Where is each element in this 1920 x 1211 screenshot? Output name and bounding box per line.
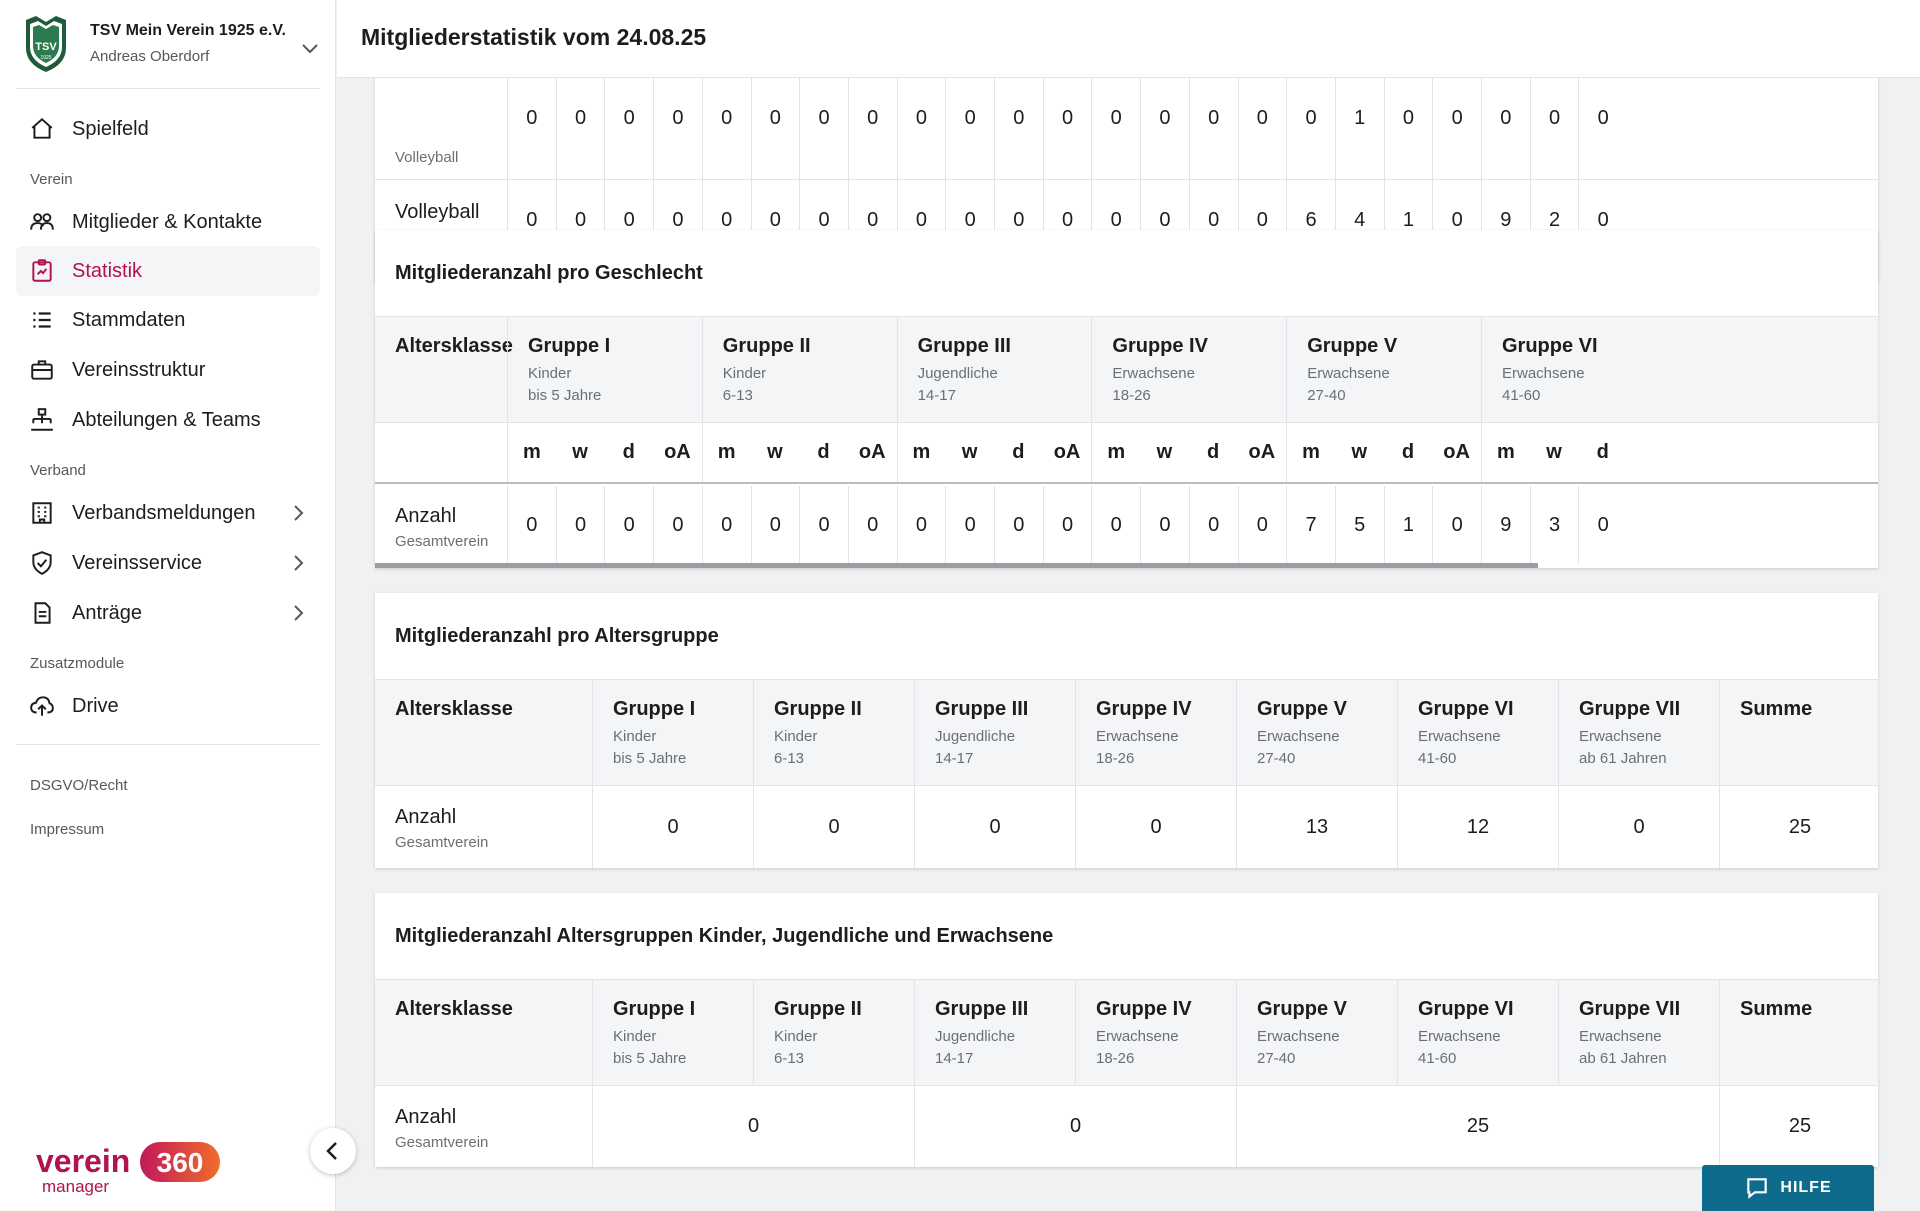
table-cell: 0 [507, 78, 556, 179]
table-cell: 1 [1384, 180, 1433, 260]
subheader-cell: w [1156, 441, 1173, 463]
table-cell: 0 [1578, 78, 1627, 179]
table-cell: 0 [799, 78, 848, 179]
table-cell: 9 [1481, 486, 1530, 564]
group-category: Kinder [528, 365, 572, 382]
group-name: Summe [1740, 698, 1813, 720]
table-cell: 2 [1530, 180, 1579, 260]
table-cell: 0 [799, 180, 848, 260]
group-header [753, 680, 914, 785]
table-cell: 3 [1530, 486, 1579, 564]
nav-item-abteilungen[interactable] [16, 395, 320, 445]
table-cell: 0 [914, 1086, 1236, 1167]
group-name: Gruppe V [1257, 998, 1348, 1020]
group-range: 6-13 [774, 750, 805, 767]
group-name: Gruppe IV [1096, 698, 1192, 720]
group-range: 6-13 [722, 387, 753, 404]
nav-item-antraege[interactable] [16, 588, 320, 638]
group-range: 14-17 [935, 750, 974, 767]
subheader-cell: oA [1053, 441, 1081, 463]
table-cell: 0 [897, 180, 946, 260]
club-logo-year: 1925 [40, 55, 52, 61]
group-header [1719, 980, 1878, 1085]
table-cell: 0 [914, 786, 1075, 868]
people-icon [28, 208, 56, 236]
nav-item-stammdaten[interactable] [16, 295, 320, 345]
group-name: Gruppe I [613, 998, 696, 1020]
sidebar [0, 0, 336, 1211]
chevron-right-icon [286, 551, 310, 575]
subheader-cell: oA [1248, 441, 1276, 463]
group-name: Gruppe III [935, 698, 1029, 720]
table-cell: 0 [1075, 786, 1236, 868]
subheader-cell: d [1012, 441, 1025, 463]
row-sublabel: Volleyball [395, 149, 459, 166]
group-category: Erwachsene [1096, 1028, 1179, 1045]
table-cell: 0 [1140, 78, 1189, 179]
table-cell: 0 [994, 486, 1043, 564]
table-cell: 7 [1286, 486, 1335, 564]
table-cell: 0 [1530, 78, 1579, 179]
table-cell: 9 [1481, 180, 1530, 260]
brand-logo [36, 1138, 226, 1196]
card-title: Mitgliederanzahl Altersgruppen Kinder, Jugendliche und Erwachsene [395, 925, 1054, 947]
group-name: Gruppe VII [1579, 698, 1681, 720]
group-name: Gruppe III [917, 335, 1011, 357]
table-cell: 0 [1578, 486, 1627, 564]
group-name: Gruppe I [528, 335, 611, 357]
table-cell: 0 [751, 180, 800, 260]
subheader-cell: m [507, 423, 556, 482]
row-sublabel: Gesamtverein [395, 533, 489, 550]
chevron-down-icon[interactable] [298, 36, 322, 60]
subheader-cell: m [897, 423, 946, 482]
group-header [1286, 317, 1481, 422]
table-cell: 0 [1432, 486, 1481, 564]
group-range: bis 5 Jahre [528, 387, 602, 404]
subheader-cell: m [1286, 423, 1335, 482]
row-label: Anzahl [395, 505, 457, 527]
sidebar-divider [16, 744, 320, 745]
table-header-row [375, 680, 1878, 785]
subheader-cell: oA [858, 441, 886, 463]
horizontal-scrollbar[interactable] [375, 563, 1538, 568]
group-header [897, 317, 1092, 422]
nav-item-label: Anträge [72, 601, 143, 624]
nav-item-label: Mitglieder & Kontakte [72, 210, 263, 233]
table-header-row [375, 317, 1878, 422]
table-cell: 0 [799, 486, 848, 564]
table-cell: 0 [592, 1086, 914, 1167]
table-cell: 0 [592, 786, 753, 868]
table-cell: 0 [556, 486, 605, 564]
table-cell: 0 [1384, 78, 1433, 179]
group-category: Erwachsene [1096, 728, 1179, 745]
table-row [375, 1086, 1878, 1167]
subheader-cell: w [1351, 441, 1368, 463]
subheader-cell: d [1401, 441, 1415, 463]
table-cell: 0 [848, 78, 897, 179]
group-range: 41-60 [1418, 750, 1457, 767]
table-cell: 0 [507, 180, 556, 260]
table-row [375, 78, 1878, 180]
table-cell: 1 [1335, 78, 1384, 179]
group-range: ab 61 Jahren [1579, 1050, 1667, 1067]
footer-link-impressum[interactable]: Impressum [30, 821, 105, 838]
table-cell: 0 [945, 486, 994, 564]
nav-item-label: Vereinsstruktur [72, 358, 206, 381]
nav-item-vereinsservice[interactable] [16, 538, 320, 588]
table-cell: 0 [1558, 786, 1719, 868]
table-cell: 0 [1286, 78, 1335, 179]
group-range: 18-26 [1096, 1050, 1135, 1067]
group-category: Jugendliche [917, 365, 998, 382]
subheader-cell: w [1546, 441, 1562, 463]
table-cell: 0 [1238, 180, 1287, 260]
table-cell: 25 [1719, 1086, 1878, 1167]
subheader-cell: m [702, 423, 751, 482]
nav-section-zusatzmodule: Zusatzmodule [30, 655, 125, 672]
subheader-cell: d [1596, 441, 1609, 463]
table-cell: 0 [751, 486, 800, 564]
card-title: Mitgliederanzahl pro Geschlecht [395, 262, 703, 284]
subheader-cell: w [572, 441, 588, 463]
card-title: Mitgliederanzahl pro Altersgruppe [395, 625, 719, 647]
footer-link-dsgvo[interactable]: DSGVO/Recht [30, 777, 128, 794]
nav-item-vereinsstruktur[interactable] [16, 345, 320, 395]
table-cell: 12 [1397, 786, 1558, 868]
table-cell: 0 [1578, 180, 1627, 260]
group-header [914, 980, 1075, 1085]
clipboard-chart-icon [28, 257, 56, 285]
group-header [702, 317, 897, 422]
group-range: 18-26 [1112, 387, 1151, 404]
club-name: TSV Mein Verein 1925 e.V. [90, 22, 286, 39]
nav-item-label: Drive [72, 694, 119, 717]
group-category: Erwachsene [1112, 365, 1195, 382]
subheader-cell: w [961, 441, 978, 463]
group-range: 14-17 [917, 387, 956, 404]
group-range: 6-13 [774, 1050, 805, 1067]
table-header-row [375, 980, 1878, 1085]
chat-bubble-icon [1744, 1175, 1770, 1201]
table-cell: 0 [556, 180, 605, 260]
group-range: ab 61 Jahren [1579, 750, 1667, 767]
table-cell: 0 [604, 486, 653, 564]
club-user-name: Andreas Oberdorf [90, 48, 210, 65]
club-logo-icon [22, 14, 70, 74]
group-header [507, 317, 702, 422]
group-header [592, 980, 753, 1085]
group-name: Gruppe VI [1502, 335, 1598, 357]
table-cell: 0 [604, 78, 653, 179]
group-name: Gruppe II [722, 335, 811, 357]
group-name: Gruppe VII [1579, 998, 1681, 1020]
hierarchy-icon [28, 406, 56, 434]
header-label: Altersklasse [395, 998, 513, 1020]
group-name: Gruppe I [613, 698, 696, 720]
table-cell: 0 [1091, 180, 1140, 260]
table-cell: 0 [848, 180, 897, 260]
group-header [1558, 980, 1719, 1085]
group-category: Jugendliche [935, 1028, 1016, 1045]
table-cell: 1 [1384, 486, 1433, 564]
subheader-cell: m [1481, 423, 1530, 482]
group-header [1236, 980, 1397, 1085]
table-cell: 0 [1238, 486, 1287, 564]
subheader-cell: oA [1443, 441, 1470, 463]
row-label: Volleyball [395, 201, 480, 223]
group-category: Erwachsene [1579, 1028, 1662, 1045]
group-name: Gruppe III [935, 998, 1029, 1020]
group-header [1091, 317, 1286, 422]
table-cell: 0 [653, 180, 702, 260]
table-cell: 0 [556, 78, 605, 179]
table-cell: 0 [1189, 486, 1238, 564]
chevron-right-icon [286, 601, 310, 625]
group-category: Erwachsene [1579, 728, 1662, 745]
group-category: Kinder [613, 728, 657, 745]
table-cell: 0 [1481, 78, 1530, 179]
table-cell: 0 [1189, 78, 1238, 179]
nav-item-label: Vereinsservice [72, 551, 203, 574]
table-cell: 0 [702, 180, 751, 260]
table-cell: 0 [604, 180, 653, 260]
table-cell: 0 [1432, 78, 1481, 179]
table-cell: 0 [702, 486, 751, 564]
group-category: Kinder [774, 1028, 818, 1045]
table-cell: 0 [945, 78, 994, 179]
nav-item-drive[interactable] [16, 681, 320, 731]
nav-item-label: Verbandsmeldungen [72, 501, 256, 524]
home-icon [28, 115, 56, 143]
main-content [337, 78, 1920, 1211]
chevron-right-icon [286, 501, 310, 525]
brand-sub: manager [42, 1177, 110, 1196]
group-name: Gruppe VI [1418, 698, 1514, 720]
nav-section-verein: Verein [30, 171, 73, 188]
nav-item-mitglieder[interactable] [16, 197, 320, 247]
table-cell: 0 [653, 486, 702, 564]
top-bar [337, 0, 1920, 78]
table-cell: 0 [1091, 78, 1140, 179]
subheader-cell: d [622, 441, 635, 463]
help-button[interactable] [1702, 1165, 1874, 1211]
nav-item-label: Spielfeld [72, 117, 149, 140]
group-name: Gruppe II [774, 998, 862, 1020]
group-range: bis 5 Jahre [613, 1050, 687, 1067]
group-header [1719, 680, 1878, 785]
group-category: Jugendliche [935, 728, 1016, 745]
table-cell: 0 [751, 78, 800, 179]
group-category: Kinder [613, 1028, 657, 1045]
group-header [914, 680, 1075, 785]
table-cell: 13 [1236, 786, 1397, 868]
table-row [375, 486, 1878, 564]
table-cell: 0 [1043, 78, 1092, 179]
table-cell: 0 [994, 180, 1043, 260]
table-subheader-row [375, 423, 1878, 484]
group-header [1236, 680, 1397, 785]
group-name: Gruppe IV [1112, 335, 1208, 357]
nav-item-verbandsmeldungen[interactable] [16, 488, 320, 538]
table-cell: 5 [1335, 486, 1384, 564]
table-cell: 0 [897, 78, 946, 179]
table-cell: 0 [1189, 180, 1238, 260]
table-cell: 0 [653, 78, 702, 179]
table-cell: 4 [1335, 180, 1384, 260]
row-label: Anzahl [395, 806, 457, 828]
sidebar-divider [16, 88, 320, 89]
group-category: Erwachsene [1257, 728, 1340, 745]
table-cell: 0 [848, 486, 897, 564]
group-header [1481, 317, 1676, 422]
group-range: 27-40 [1257, 750, 1296, 767]
group-category: Erwachsene [1418, 728, 1501, 745]
group-range: 27-40 [1307, 387, 1346, 404]
group-category: Kinder [774, 728, 818, 745]
nav-item-label: Abteilungen & Teams [72, 408, 261, 431]
group-name: Summe [1740, 998, 1813, 1020]
table-cell: 0 [1091, 486, 1140, 564]
group-name: Gruppe VI [1418, 998, 1514, 1020]
table-cell: 0 [1043, 180, 1092, 260]
table-cell: 25 [1236, 1086, 1719, 1167]
subheader-cell: w [767, 441, 783, 463]
nav-section-verband: Verband [30, 462, 86, 479]
shield-check-icon [28, 549, 56, 577]
briefcase-icon [28, 356, 56, 384]
group-range: 14-17 [935, 1050, 974, 1067]
help-label: HILFE [1780, 1179, 1832, 1196]
group-category: Erwachsene [1502, 365, 1585, 382]
table-cell: 0 [1238, 78, 1287, 179]
table-cell: 0 [507, 486, 556, 564]
table-row [375, 786, 1878, 868]
table-cell: 0 [753, 786, 914, 868]
table-cell: 0 [1043, 486, 1092, 564]
subheader-cell: d [817, 441, 830, 463]
card-age-groups [375, 593, 1878, 868]
group-name: Gruppe IV [1096, 998, 1192, 1020]
subheader-cell: d [1207, 441, 1220, 463]
building-icon [28, 499, 56, 527]
row-label: Anzahl [395, 1106, 457, 1128]
table-cell: 0 [1140, 180, 1189, 260]
club-switcher[interactable] [22, 14, 322, 74]
document-icon [28, 599, 56, 627]
header-label: Altersklasse [395, 335, 513, 357]
group-header [1397, 980, 1558, 1085]
brand-number: 360 [156, 1147, 204, 1178]
page-title: Mitgliederstatistik vom 24.08.25 [361, 24, 707, 50]
table-cell: 0 [1140, 486, 1189, 564]
group-category: Erwachsene [1257, 1028, 1340, 1045]
table-cell: 0 [945, 180, 994, 260]
group-header [753, 980, 914, 1085]
group-header [592, 680, 753, 785]
list-icon [28, 306, 56, 334]
nav-item-statistik[interactable] [16, 246, 320, 296]
group-range: 18-26 [1096, 750, 1135, 767]
header-label: Altersklasse [395, 698, 513, 720]
nav-item-label: Stammdaten [72, 308, 186, 331]
table-cell: 0 [897, 486, 946, 564]
group-range: 41-60 [1502, 387, 1541, 404]
table-cell: 25 [1719, 786, 1878, 868]
group-category: Erwachsene [1307, 365, 1390, 382]
group-name: Gruppe V [1257, 698, 1348, 720]
nav-item-label: Statistik [72, 259, 143, 282]
subheader-cell: m [1091, 423, 1140, 482]
cloud-upload-icon [28, 692, 56, 720]
group-header [1397, 680, 1558, 785]
table-cell: 0 [702, 78, 751, 179]
brand-word: verein [36, 1143, 131, 1179]
row-sublabel: Gesamtverein [395, 834, 489, 851]
group-header [1558, 680, 1719, 785]
group-name: Gruppe V [1307, 335, 1398, 357]
group-range: bis 5 Jahre [613, 750, 687, 767]
table-cell: 0 [1432, 180, 1481, 260]
table-cell: 0 [994, 78, 1043, 179]
subheader-cell: oA [664, 441, 691, 463]
group-category: Kinder [722, 365, 767, 382]
nav-item-spielfeld[interactable] [16, 104, 320, 154]
group-category: Erwachsene [1418, 1028, 1501, 1045]
group-range: 41-60 [1418, 1050, 1457, 1067]
club-logo-text: TSV [35, 41, 57, 53]
group-header [1075, 680, 1236, 785]
table-cell: 6 [1286, 180, 1335, 260]
group-header [1075, 980, 1236, 1085]
card-gender [375, 230, 1878, 568]
group-range: 27-40 [1257, 1050, 1296, 1067]
row-sublabel: Gesamtverein [395, 1134, 489, 1151]
group-name: Gruppe II [774, 698, 862, 720]
card-kje-groups [375, 893, 1878, 1167]
